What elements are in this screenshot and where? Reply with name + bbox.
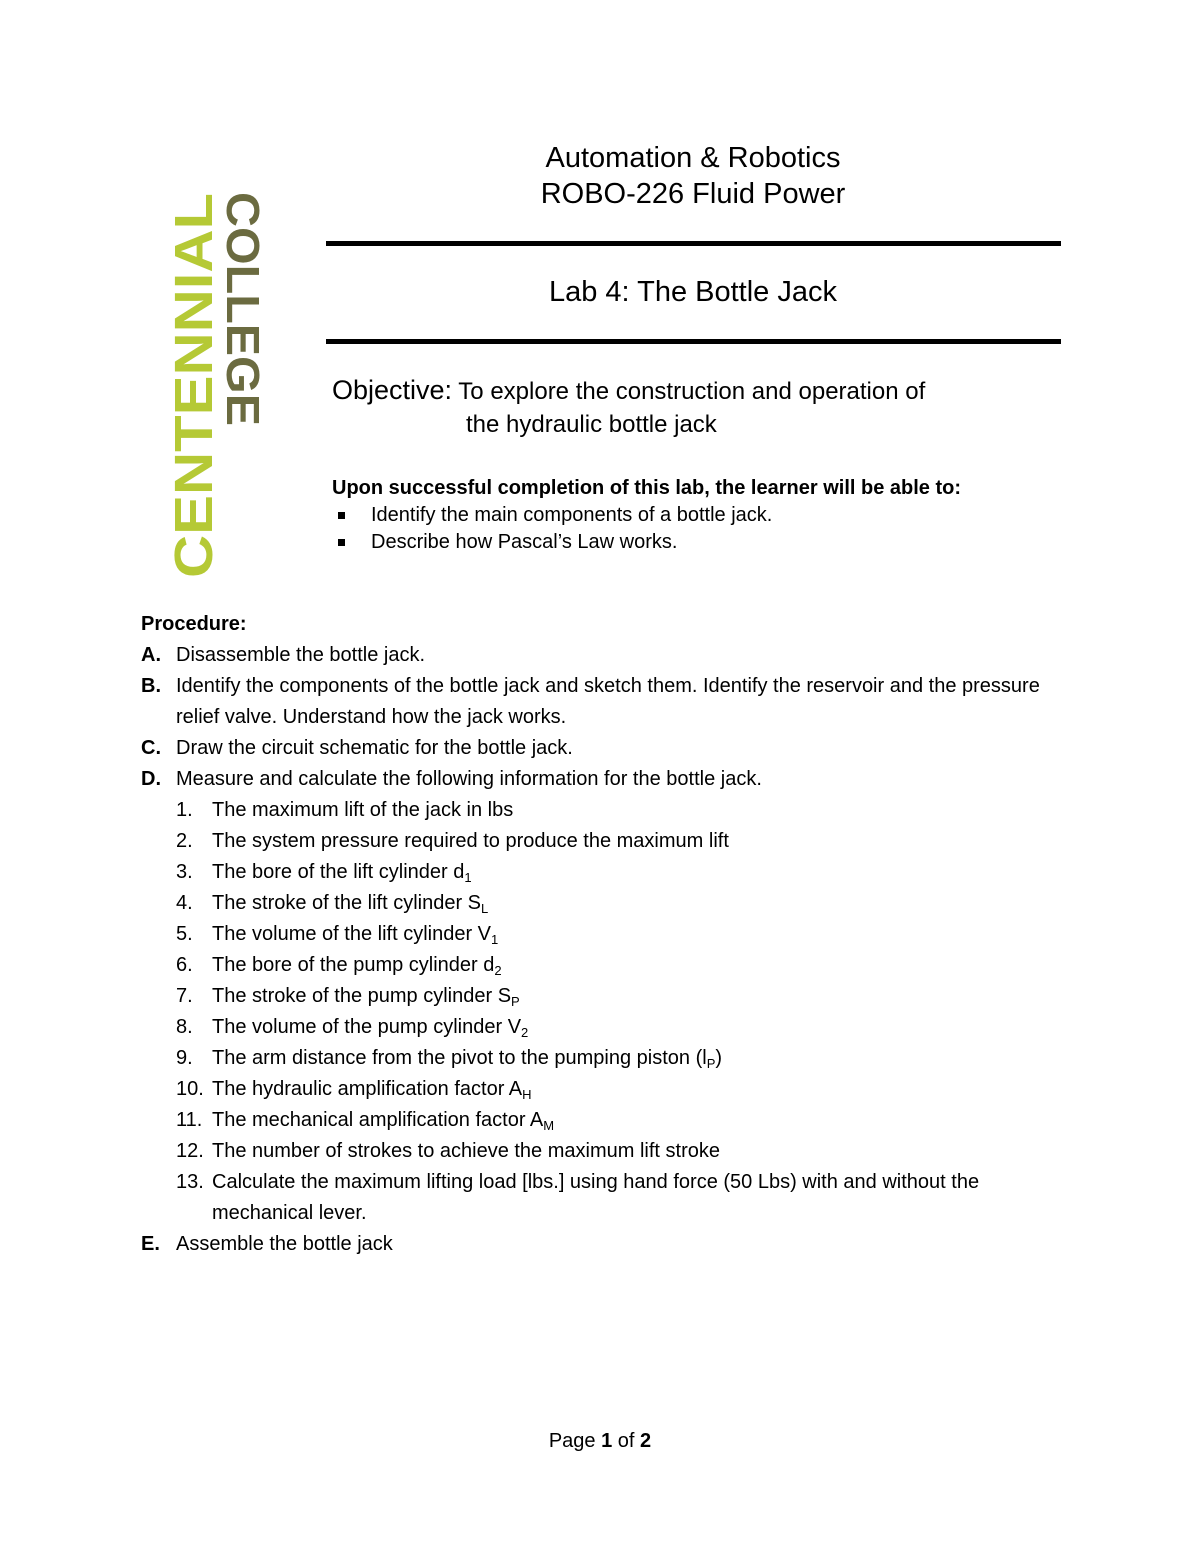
- procedure-heading: Procedure:: [141, 613, 247, 635]
- learning-outcomes: [332, 475, 1062, 556]
- procedure: [141, 609, 1071, 1260]
- outcome-item: Describe how Pascal’s Law works.: [332, 529, 1062, 556]
- list-item: 9. The arm distance from the pivot to the pumping piston $(l_P)$: [176, 1047, 723, 1071]
- list-item: 7. The stroke of the pump cylinder $S_P$: [176, 985, 520, 1009]
- list-item: 4. The stroke of the lift cylinder $S_L$: [176, 892, 489, 916]
- lab-title: Lab 4: The Bottle Jack: [548, 276, 838, 308]
- header-divider-bottom: [326, 339, 1061, 344]
- outcomes-lead: Upon successful completion of this lab, the learner will be able to:: [332, 477, 961, 499]
- list-item: 13. Calculate the maximum lifting load [lbs.] using hand force (50 Lbs) with and without the mechanical lever.: [176, 1171, 980, 1224]
- program-name: Automation & Robotics: [545, 142, 841, 174]
- procedure-step-a: A. Disassemble the bottle jack.: [141, 644, 426, 666]
- page-total: 2: [640, 1430, 652, 1452]
- list-item: 5. The volume of the lift cylinder $V_1$: [176, 923, 499, 947]
- list-item: 6. The bore of the pump cylinder $d_2$: [176, 954, 502, 978]
- procedure-step-b: B. Identify the components of the bottle jack and sketch them. Identify the reservoir and the pressure relief valve. Understand how the jack works.: [141, 675, 1040, 728]
- procedure-step-d-list: [141, 795, 1071, 1229]
- objective-text-line1: To explore the construction and operation of: [452, 378, 926, 405]
- page-footer: [0, 1430, 1200, 1453]
- bullet-square-icon: [338, 512, 345, 519]
- bullet-square-icon: [338, 539, 345, 546]
- header-divider-top: [326, 241, 1061, 246]
- course-header: [326, 140, 1060, 212]
- objective-label: Objective:: [332, 375, 453, 405]
- list-item: 3. The bore of the lift cylinder $d_1$: [176, 861, 472, 885]
- list-item: 12. The number of strokes to achieve the maximum lift stroke: [176, 1140, 720, 1162]
- list-item: 2. The system pressure required to produce the maximum lift: [176, 830, 729, 852]
- logo-word-college: COLLEGE: [217, 192, 269, 415]
- page-label: Page: [548, 1430, 596, 1452]
- procedure-step-e: E. Assemble the bottle jack: [141, 1233, 393, 1255]
- college-logo: [165, 186, 275, 586]
- objective: [332, 374, 1060, 441]
- list-item: 8. The volume of the pump cylinder $V_2$: [176, 1016, 529, 1040]
- page-of-label: of: [617, 1430, 635, 1452]
- outcomes-list: [332, 502, 1062, 556]
- list-item: 1. The maximum lift of the jack in lbs: [176, 799, 514, 821]
- page-number: 1: [601, 1430, 613, 1452]
- list-item: 11. The mechanical amplification factor $A_M$: [176, 1109, 555, 1133]
- course-name: ROBO-226 Fluid Power: [540, 178, 846, 210]
- procedure-step-d: D. Measure and calculate the following information for the bottle jack.: [141, 768, 762, 790]
- logo-word-centennial: CENTENNIAL: [165, 230, 224, 578]
- college-logo-graphic: [165, 186, 275, 586]
- outcome-item: Identify the main components of a bottle jack.: [332, 502, 1062, 529]
- objective-text-line2: the hydraulic bottle jack: [466, 411, 717, 438]
- procedure-step-c: C. Draw the circuit schematic for the bottle jack.: [141, 737, 573, 759]
- list-item: 10. The hydraulic amplification factor $A_H$: [176, 1078, 532, 1102]
